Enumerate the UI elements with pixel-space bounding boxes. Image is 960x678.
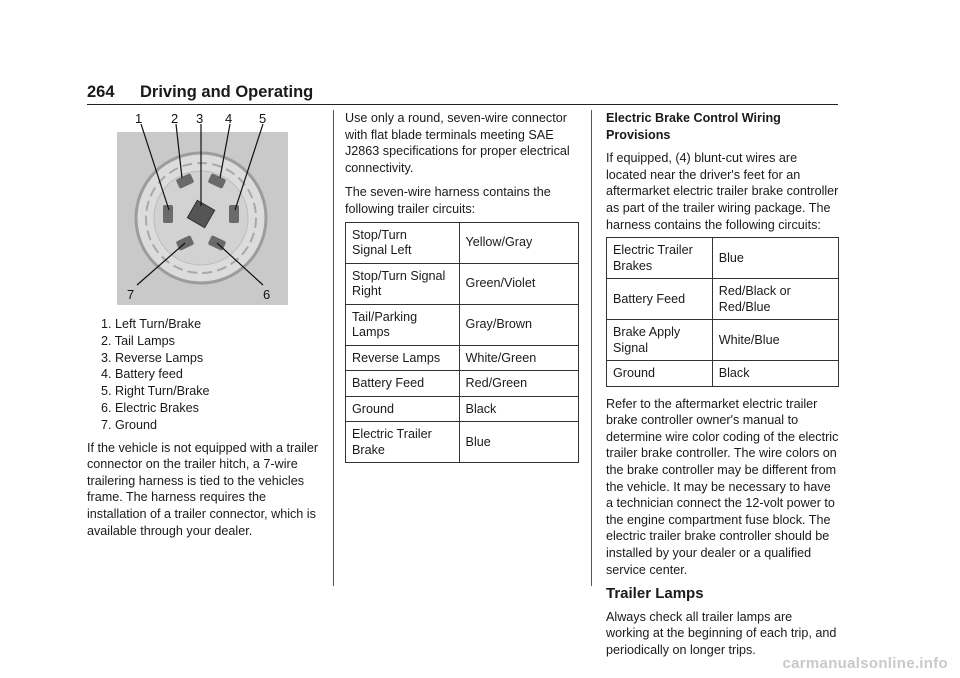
- trailer-circuits-table: [345, 222, 579, 464]
- table-row: [346, 263, 579, 304]
- pin-label-5: 5: [259, 111, 267, 126]
- pin-label-1: 1: [135, 111, 143, 126]
- table-row: [607, 279, 839, 320]
- pin-5-terminal: [229, 205, 239, 223]
- watermark-footer: carmanualsonline.info: [782, 655, 948, 672]
- section-title: Driving and Operating: [140, 83, 314, 101]
- table-row: [346, 222, 579, 263]
- table-row: [346, 371, 579, 397]
- pin-list-item: 1. Left Turn/Brake: [101, 317, 202, 331]
- table-row: [346, 345, 579, 371]
- wire-color-cell: Green/Violet: [459, 263, 578, 304]
- wire-color-cell: Blue: [459, 422, 578, 463]
- wire-color-cell: White/Blue: [712, 320, 838, 361]
- wire-color-cell: Black: [712, 361, 838, 387]
- table-row: [346, 304, 579, 345]
- trailer-lamps-paragraph: Always check all trailer lamps are working at the beginning of each trip, and periodically on longer trips.: [606, 609, 837, 657]
- table-row: [607, 320, 839, 361]
- circuit-name-cell: Stop/Turn Signal Left: [346, 222, 460, 263]
- pin-list-item: 4. Battery feed: [101, 367, 183, 382]
- wire-color-cell: Red/Black or Red/Blue: [712, 279, 838, 320]
- wire-color-cell: Yellow/Gray: [459, 222, 578, 263]
- pin-list: [87, 316, 319, 434]
- table-row: [346, 422, 579, 463]
- circuit-name-cell: Tail/Parking Lamps: [346, 304, 460, 345]
- circuit-name-cell: Ground: [607, 361, 713, 387]
- pin-list-item: 7. Ground: [101, 417, 158, 432]
- table-row: [346, 396, 579, 422]
- pin-label-2: 2: [171, 111, 179, 126]
- circuit-name-cell: Battery Feed: [346, 371, 460, 397]
- wire-color-cell: Red/Green: [459, 371, 578, 397]
- page-number: 264: [87, 83, 115, 101]
- trailer-connector-diagram: [107, 110, 297, 306]
- page-header: [87, 82, 838, 105]
- brake-circuits-table: [606, 237, 839, 387]
- column-divider-2: [591, 110, 592, 586]
- circuit-name-cell: Brake Apply Signal: [607, 320, 713, 361]
- circuit-name-cell: Electric Trailer Brakes: [607, 238, 713, 279]
- pin-list-item: 3. Reverse Lamps: [101, 350, 204, 365]
- brake-control-heading: Electric Brake Control Wiring Provisions: [606, 111, 781, 142]
- column-1: [87, 316, 319, 547]
- pin-label-6: 6: [263, 287, 271, 302]
- circuit-name-cell: Reverse Lamps: [346, 345, 460, 371]
- circuit-name-cell: Stop/Turn Signal Right: [346, 263, 460, 304]
- circuit-name-cell: Ground: [346, 396, 460, 422]
- table-row: [607, 238, 839, 279]
- pin-list-item: 6. Electric Brakes: [101, 400, 199, 415]
- circuit-name-cell: Electric Trailer Brake: [346, 422, 460, 463]
- column-3: [606, 110, 839, 667]
- circuit-name-cell: Battery Feed: [607, 279, 713, 320]
- harness-paragraph: If the vehicle is not equipped with a trailer connector on the trailer hitch, a 7-wire trailering harness is tied to the vehicles frame. The harness requires the installation of a trailer connector, which is available through your dealer.: [87, 440, 319, 538]
- connector-spec-paragraph: Use only a round, seven-wire connector with flat blade terminals meeting SAE J2863 specifications for proper electrical connectivity.: [345, 111, 570, 175]
- circuits-intro-paragraph: The seven-wire harness contains the following trailer circuits:: [345, 185, 551, 216]
- brake-control-paragraph: If equipped, (4) blunt-cut wires are located near the driver's feet for an aftermarket electric trailer brake controller as part of the trailer wiring package. The harness contains the following circuits:: [606, 151, 839, 232]
- table-row: [607, 361, 839, 387]
- wire-color-cell: Blue: [712, 238, 838, 279]
- pin-list-item: 2. Tail Lamps: [101, 333, 175, 348]
- column-2: [345, 110, 579, 463]
- column-divider-1: [333, 110, 334, 586]
- pin-label-3: 3: [196, 111, 204, 126]
- wire-color-cell: Gray/Brown: [459, 304, 578, 345]
- pin-label-7: 7: [127, 287, 135, 302]
- wire-color-cell: Black: [459, 396, 578, 422]
- trailer-lamps-heading: Trailer Lamps: [606, 585, 704, 603]
- wire-color-cell: White/Green: [459, 345, 578, 371]
- brake-controller-paragraph: Refer to the aftermarket electric trailer brake controller owner's manual to determine wire color coding of the electric trailer brake controller. The wire colors on the brake controller may be different from the vehicle. It may be necessary to have a technician connect the 12-volt power to the engine compartment fuse block. The electric trailer brake controller should be installed by your dealer or a qualified service center.: [606, 396, 839, 577]
- pin-label-4: 4: [225, 111, 233, 126]
- pin-list-item: 5. Right Turn/Brake: [101, 384, 210, 399]
